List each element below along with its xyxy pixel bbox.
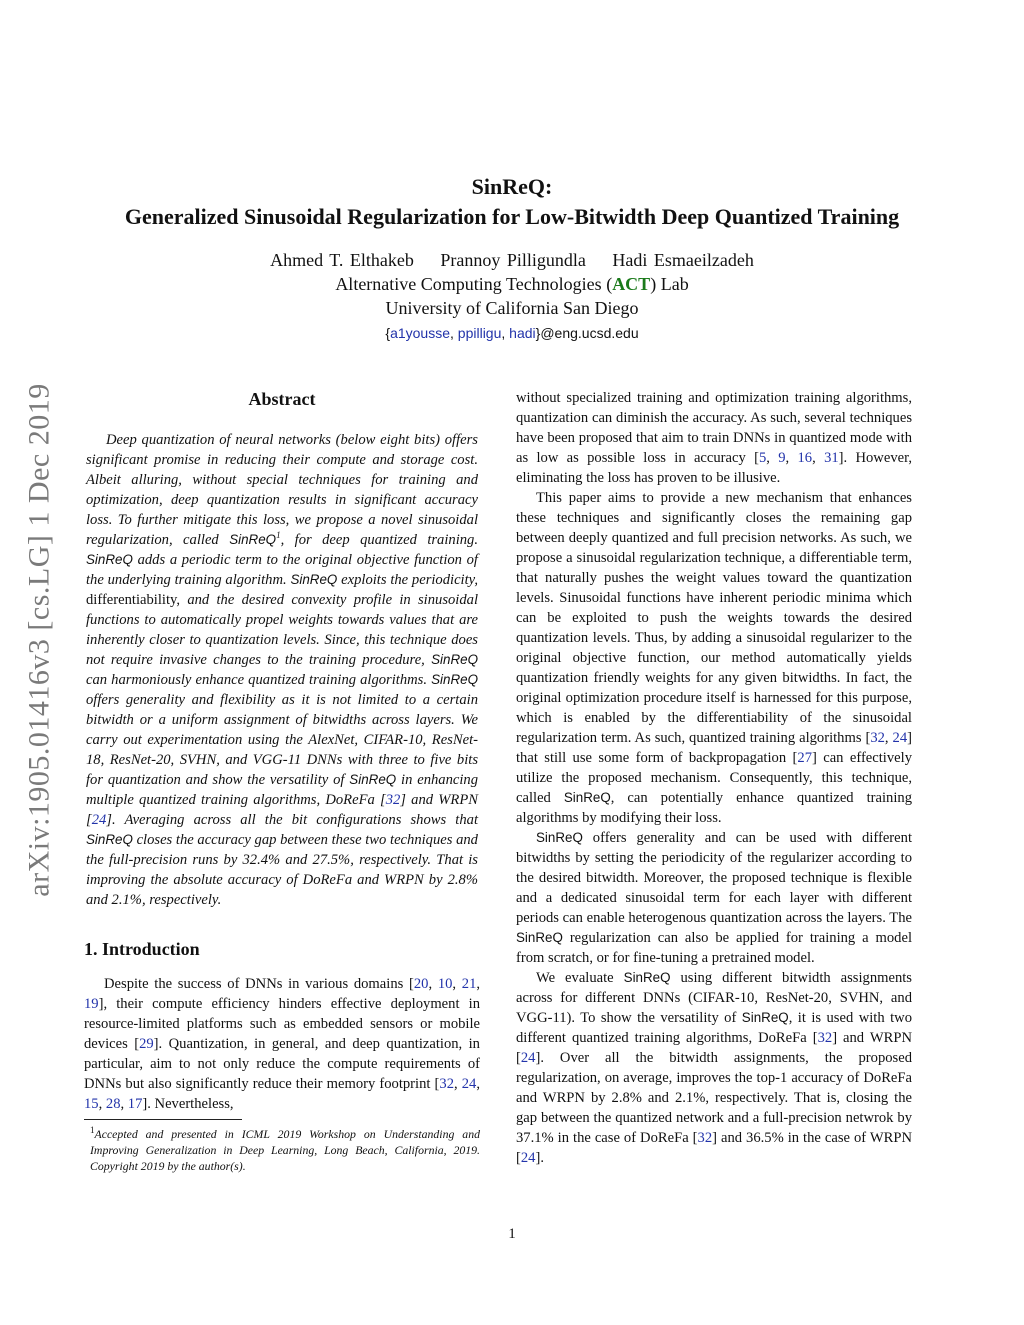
paper-title-line2: Generalized Sinusoidal Regularization for Low-Bitwidth Deep Quantized Training [124, 204, 900, 229]
body-paragraph: SinReQ offers generality and can be used with different bitwidths by setting the periodicity of the regularizer according to the desired bitwidth. Moreover, the proposed technique is flexible and a dedicated sinusoidal term for each layer with different periods can enable heterogenous quantization across the layers. The SinReQ regularization can also be applied for training a model from scratch, or for fine-tuning a pretrained model. [516, 830, 912, 966]
method-name: SinReQ [623, 970, 671, 985]
citation-link[interactable]: 27 [797, 750, 812, 766]
body-paragraph: This paper aims to provide a new mechanism that enhances these techniques and significantly closes the remaining gap between deeply quantized and full precision networks. As such, we propose a sinusoidal regularization technique, a differentiable term, that naturally pushes the weight values toward the quantization levels. Sinusoidal functions have inherent periodic minima which can be exploited to push the weights towards the desired quantization levels. Thus, by adding a sinusoidal regularizer to the original objective function, our method automatically yields quantization friendly weights for any given bitwidths. In fact, the original optimization procedure itself is harnessed for this purpose, which is enabled by the differentiability of the sinusoidal regularization term. As such, quantized training algorithms [32, 24] that still use some form of backpropagation [27] can effectively utilize the proposed mechanism. Consequently, this technique, called SinReQ, can potentially enhance quantized training algorithms by modifying their loss. [516, 490, 912, 826]
author-name: Prannoy Pilligundla [440, 250, 586, 270]
author-emails: {a1yousse, ppilligu, hadi}@eng.ucsd.edu [385, 325, 639, 341]
intro-paragraph: Despite the success of DNNs in various domains [20, 10, 21, 19], their compute efficiency hinders effective deployment in resource-limited platforms such as embedded sensors or mobile devices [29]. Quantization, in general, and deep quantization, in particular, aim to not only reduce the compute requirements of DNNs but also significantly reduce their memory footprint [32, 24, 15, 28, 17]. Nevertheless, [84, 976, 481, 1112]
method-name: SinReQ [290, 572, 338, 587]
citation-link[interactable]: 5 [758, 450, 767, 466]
arxiv-id: arXiv:1905.01416v3 [cs.LG] 1 Dec 2019 [23, 383, 56, 897]
citation-link[interactable]: 29 [139, 1036, 154, 1052]
abstract-heading: Abstract [248, 389, 316, 409]
paper-title-line1: SinReQ: [471, 174, 553, 199]
method-name: SinReQ [86, 832, 133, 847]
page-number: 1 [508, 1226, 516, 1242]
author-name: Hadi Esmaeilzadeh [612, 250, 754, 270]
arxiv-stamp [18, 360, 62, 920]
citation-link[interactable]: 24 [520, 1050, 536, 1066]
method-name: SinReQ [563, 790, 611, 805]
abstract-text: Deep quantization of neural networks (below eight bits) offers significant promise in reducing their compute and storage cost. Albeit alluring, without special techniques for training and optimization, deep quantization results in significant accuracy loss. To further mitigate this loss, we propose a novel sinusoidal regularization, called SinReQ$^1$, for deep quantized training. SinReQ adds a periodic term to the original objective function of the underlying training algorithm. SinReQ exploits the periodicity, differentiability, and the desired convexity profile in sinusoidal functions to automatically propel weights towards values that are inherently closer to quantization levels. Since, this technique does not require invasive changes to the training procedure, SinReQ can harmoniously enhance quantized training algorithms. SinReQ offers generality and flexibility as it is not limited to a certain bitwidth or a uniform assignment of bitwidths across layers. We carry out experimentation using the AlexNet, CIFAR-10, ResNet-18, ResNet-20, SVHN, and VGG-11 DNNs with three to five bits for quantization and show the versatility of SinReQ in enhancing multiple quantized training algorithms, DoReFa [32] and WRPN [24]. Averaging across all the bit configurations shows that SinReQ closes the accuracy gap between these two techniques and the full-precision runs by 32.4% and 27.5%, respectively. That is improving the absolute accuracy of DoReFa and WRPN by 2.8% and 2.1%, respectively. [86, 432, 479, 908]
author-name: Ahmed T. Elthakeb [270, 250, 414, 270]
citation-link[interactable]: 24 [892, 730, 908, 746]
method-name: SinReQ [536, 830, 583, 845]
lab-abbr: ACT [612, 274, 651, 294]
left-column [84, 388, 480, 1174]
citation-link[interactable]: 31 [824, 450, 839, 466]
footnote-marker: 1 [276, 530, 281, 541]
citation-link[interactable]: 10 [437, 976, 453, 992]
citation-link[interactable]: 24 [520, 1150, 536, 1166]
lab-name: Alternative Computing Technologies [335, 274, 602, 294]
citation-link[interactable]: 20 [413, 976, 429, 992]
footnote [84, 1126, 480, 1174]
right-column [516, 388, 912, 1168]
citation-link[interactable]: 19 [84, 996, 99, 1012]
citation-link[interactable]: 16 [797, 450, 813, 466]
footnote-text: Accepted and presented in ICML 2019 Workshop on Understanding and Improving Generalization in Deep Learning, Long Beach, California, 2019. Copyright 2019 by the author(s). [90, 1127, 480, 1173]
citation-link[interactable]: 24 [91, 812, 107, 828]
citation-link[interactable]: 17 [127, 1096, 143, 1112]
paper-header [0, 172, 1024, 346]
lab-suffix: Lab [660, 274, 689, 294]
body-paragraph: We evaluate SinReQ using different bitwidth assignments across for different DNNs (CIFAR-10, ResNet-20, SVHN, and VGG-11). To show the versatility of SinReQ, it is used with two different quantized training algorithms, DoReFa [32] and WRPN [24]. Over all the bitwidth assignments, the proposed regularization, on average, improves the top-1 accuracy of DoReFa and WRPN by 2.8% and 2.1%, respectively. That is, closing the gap between the quantized network and a full-precision netwrok by 37.1% in the case of DoReFa [32] and 36.5% in the case of WRPN [24]. [516, 970, 912, 1166]
citation-link[interactable]: 28 [105, 1096, 121, 1112]
citation-link[interactable]: 15 [84, 1096, 99, 1112]
citation-link[interactable]: 21 [461, 976, 477, 992]
citation-link[interactable]: 32 [817, 1030, 833, 1046]
citation-link[interactable]: 32 [439, 1076, 454, 1092]
citation-link[interactable]: 32 [697, 1130, 713, 1146]
citation-link[interactable]: 24 [461, 1076, 477, 1092]
footnote-divider [84, 1119, 242, 1120]
citation-link[interactable]: 9 [778, 450, 786, 466]
citation-link[interactable]: 32 [870, 730, 885, 746]
method-name: SinReQ [516, 930, 563, 945]
citation-link[interactable]: 32 [385, 792, 401, 808]
footnote-marker: 1 [90, 1125, 95, 1136]
body-paragraph: without specialized training and optimization training algorithms, quantization can diminish the accuracy. As such, several techniques have been proposed that aim to train DNNs in quantized mode with as low as possible loss in accuracy [5, 9, 16, 31]. However, eliminating the loss has proven to be illusive. [516, 390, 913, 486]
method-name: SinReQ [86, 552, 133, 567]
method-name: SinReQ [741, 1010, 789, 1025]
method-name: SinReQ [431, 672, 478, 687]
author-list [0, 248, 1024, 272]
email-domain: @eng.ucsd.edu [540, 325, 639, 341]
method-name: SinReQ [349, 772, 397, 787]
email-user[interactable]: ppilligu [457, 325, 502, 341]
method-name: SinReQ [431, 652, 478, 667]
method-name: SinReQ [229, 532, 277, 547]
email-user[interactable]: hadi [509, 325, 536, 341]
affiliation-lab: Alternative Computing Technologies (ACT) Lab [335, 274, 689, 294]
email-user[interactable]: a1yousse [390, 325, 451, 341]
affiliation-university: University of California San Diego [385, 298, 639, 318]
section-heading-introduction: 1. Introduction [84, 939, 200, 959]
